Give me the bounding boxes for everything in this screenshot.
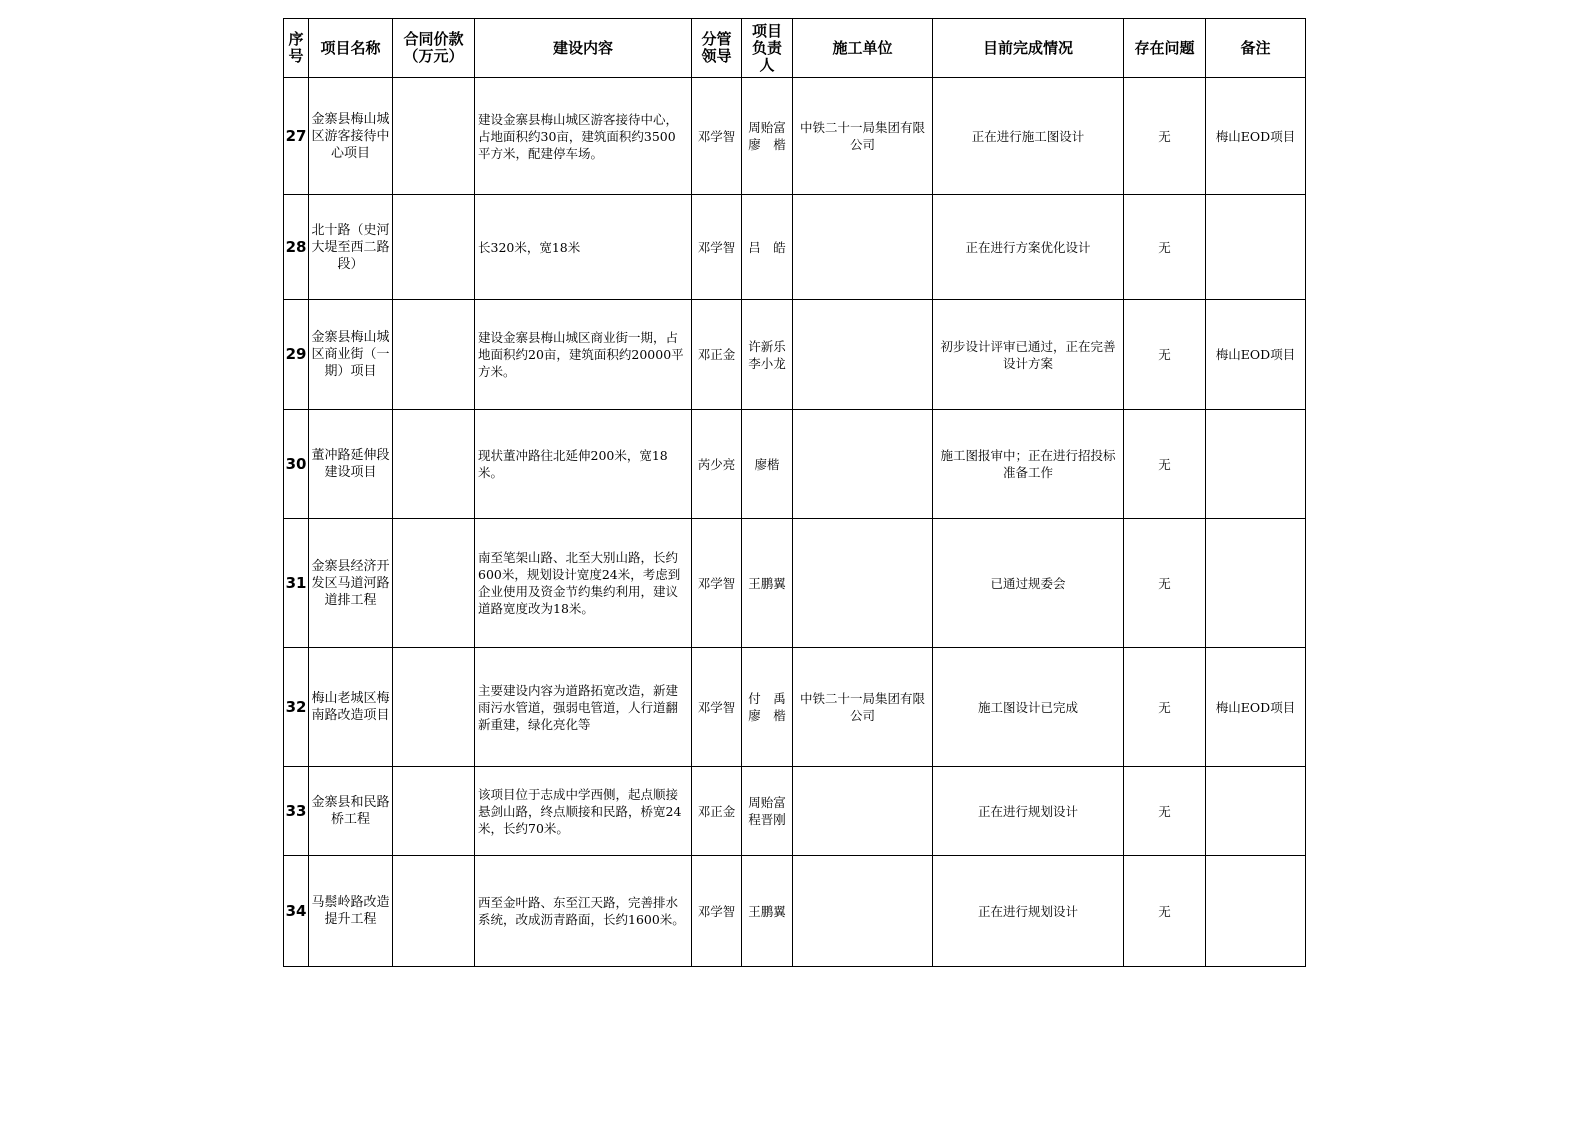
header-content: 建设内容 xyxy=(475,19,692,78)
cell-price xyxy=(393,767,475,856)
cell-leader: 邓学智 xyxy=(692,856,742,967)
cell-issues: 无 xyxy=(1124,78,1206,195)
cell-no: 30 xyxy=(284,410,309,519)
cell-price xyxy=(393,519,475,648)
cell-name: 董冲路延伸段建设项目 xyxy=(309,410,393,519)
cell-remark xyxy=(1206,856,1306,967)
cell-name: 金寨县梅山城区商业街（一期）项目 xyxy=(309,300,393,410)
cell-manager: 周贻富 廖 楷 xyxy=(742,78,793,195)
cell-manager: 王鹏翼 xyxy=(742,856,793,967)
cell-price xyxy=(393,300,475,410)
cell-content: 南至笔架山路、北至大别山路，长约600米，规划设计宽度24米，考虑到企业使用及资金节约集约利用，建议道路宽度改为18米。 xyxy=(475,519,692,648)
table-row xyxy=(284,767,1306,856)
table-row xyxy=(284,410,1306,519)
cell-no: 32 xyxy=(284,648,309,767)
cell-name: 金寨县经济开发区马道河路道排工程 xyxy=(309,519,393,648)
cell-manager: 吕 皓 xyxy=(742,195,793,300)
header-issues: 存在问题 xyxy=(1124,19,1206,78)
cell-content: 长320米，宽18米 xyxy=(475,195,692,300)
cell-manager: 廖楷 xyxy=(742,410,793,519)
header-price: 合同价款 （万元） xyxy=(393,19,475,78)
cell-leader: 芮少亮 xyxy=(692,410,742,519)
cell-status: 施工图报审中；正在进行招投标准备工作 xyxy=(933,410,1124,519)
header-contractor: 施工单位 xyxy=(793,19,933,78)
cell-status: 初步设计评审已通过，正在完善设计方案 xyxy=(933,300,1124,410)
table-row xyxy=(284,195,1306,300)
header-status: 目前完成情况 xyxy=(933,19,1124,78)
cell-contractor xyxy=(793,767,933,856)
project-table xyxy=(283,18,1306,967)
cell-remark: 梅山EOD项目 xyxy=(1206,300,1306,410)
cell-price xyxy=(393,78,475,195)
cell-issues: 无 xyxy=(1124,648,1206,767)
cell-contractor: 中铁二十一局集团有限公司 xyxy=(793,78,933,195)
header-row xyxy=(284,19,1306,78)
cell-manager: 王鹏翼 xyxy=(742,519,793,648)
cell-no: 33 xyxy=(284,767,309,856)
cell-leader: 邓正金 xyxy=(692,300,742,410)
table-row xyxy=(284,856,1306,967)
cell-content: 建设金寨县梅山城区游客接待中心，占地面积约30亩，建筑面积约3500平方米，配建停车场。 xyxy=(475,78,692,195)
cell-leader: 邓学智 xyxy=(692,519,742,648)
cell-manager: 许新乐 李小龙 xyxy=(742,300,793,410)
header-leader: 分管 领导 xyxy=(692,19,742,78)
header-manager: 项目 负责 人 xyxy=(742,19,793,78)
cell-name: 马鬃岭路改造提升工程 xyxy=(309,856,393,967)
cell-content: 现状董冲路往北延伸200米，宽18米。 xyxy=(475,410,692,519)
cell-status: 正在进行规划设计 xyxy=(933,767,1124,856)
cell-manager: 付 禹 廖 楷 xyxy=(742,648,793,767)
header-name: 项目名称 xyxy=(309,19,393,78)
cell-manager: 周贻富 程晋刚 xyxy=(742,767,793,856)
cell-status: 正在进行方案优化设计 xyxy=(933,195,1124,300)
cell-leader: 邓学智 xyxy=(692,195,742,300)
table-row xyxy=(284,78,1306,195)
cell-content: 西至金叶路、东至江天路，完善排水系统，改成沥青路面，长约1600米。 xyxy=(475,856,692,967)
cell-content: 主要建设内容为道路拓宽改造，新建雨污水管道，强弱电管道，人行道翻新重建，绿化亮化等 xyxy=(475,648,692,767)
table-body xyxy=(284,78,1306,967)
cell-name: 北十路（史河大堤至西二路段） xyxy=(309,195,393,300)
cell-leader: 邓学智 xyxy=(692,648,742,767)
cell-remark xyxy=(1206,767,1306,856)
table-row xyxy=(284,519,1306,648)
cell-issues: 无 xyxy=(1124,300,1206,410)
header-no: 序 号 xyxy=(284,19,309,78)
cell-remark xyxy=(1206,410,1306,519)
cell-price xyxy=(393,648,475,767)
cell-status: 正在进行施工图设计 xyxy=(933,78,1124,195)
cell-remark: 梅山EOD项目 xyxy=(1206,648,1306,767)
cell-price xyxy=(393,195,475,300)
cell-issues: 无 xyxy=(1124,519,1206,648)
cell-price xyxy=(393,856,475,967)
cell-no: 34 xyxy=(284,856,309,967)
cell-contractor xyxy=(793,856,933,967)
cell-no: 28 xyxy=(284,195,309,300)
cell-issues: 无 xyxy=(1124,856,1206,967)
cell-content: 该项目位于志成中学西侧，起点顺接悬剑山路，终点顺接和民路，桥宽24米，长约70米。 xyxy=(475,767,692,856)
cell-status: 已通过规委会 xyxy=(933,519,1124,648)
cell-name: 金寨县梅山城区游客接待中心项目 xyxy=(309,78,393,195)
cell-contractor xyxy=(793,195,933,300)
cell-no: 29 xyxy=(284,300,309,410)
cell-issues: 无 xyxy=(1124,410,1206,519)
cell-leader: 邓学智 xyxy=(692,78,742,195)
cell-issues: 无 xyxy=(1124,195,1206,300)
header-remark: 备注 xyxy=(1206,19,1306,78)
cell-content: 建设金寨县梅山城区商业街一期，占地面积约20亩，建筑面积约20000平方米。 xyxy=(475,300,692,410)
cell-no: 31 xyxy=(284,519,309,648)
cell-price xyxy=(393,410,475,519)
cell-remark xyxy=(1206,195,1306,300)
cell-issues: 无 xyxy=(1124,767,1206,856)
cell-contractor xyxy=(793,300,933,410)
cell-remark xyxy=(1206,519,1306,648)
cell-remark: 梅山EOD项目 xyxy=(1206,78,1306,195)
cell-contractor xyxy=(793,519,933,648)
cell-name: 梅山老城区梅南路改造项目 xyxy=(309,648,393,767)
cell-contractor: 中铁二十一局集团有限公司 xyxy=(793,648,933,767)
cell-status: 正在进行规划设计 xyxy=(933,856,1124,967)
cell-name: 金寨县和民路桥工程 xyxy=(309,767,393,856)
cell-status: 施工图设计已完成 xyxy=(933,648,1124,767)
cell-leader: 邓正金 xyxy=(692,767,742,856)
table-row xyxy=(284,648,1306,767)
cell-no: 27 xyxy=(284,78,309,195)
table-row xyxy=(284,300,1306,410)
cell-contractor xyxy=(793,410,933,519)
